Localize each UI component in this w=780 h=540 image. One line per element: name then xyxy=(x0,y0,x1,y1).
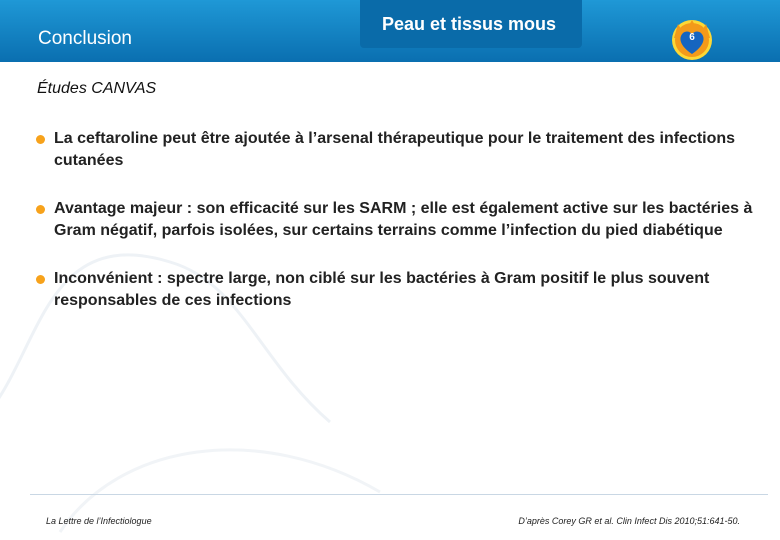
bullet-dot-icon xyxy=(36,135,45,144)
page-number: 6 xyxy=(689,32,695,43)
header-bar xyxy=(0,0,780,62)
bullet-text: Avantage majeur : son efficacité sur les SARM ; elle est également active sur les bactéries à Gram négatif, parfois isolées, sur certains terrains comme l’infection du pied diabétique xyxy=(54,200,753,239)
section-label: Conclusion xyxy=(38,28,132,49)
tab-title: Peau et tissus mous xyxy=(382,14,557,34)
bullet-list xyxy=(36,128,756,338)
section-title: Études CANVAS xyxy=(37,80,157,97)
bullet-dot-icon xyxy=(36,275,45,284)
footer-reference: D’après Corey GR et al. Clin Infect Dis 2010;51:641-50. xyxy=(518,516,740,526)
bullet-item xyxy=(36,128,756,172)
footer-journal: La Lettre de l’Infectiologue xyxy=(46,516,152,526)
bullet-dot-icon xyxy=(36,205,45,214)
bullet-text: Inconvénient : spectre large, non ciblé sur les bactéries à Gram positif le plus souvent responsables de ces infections xyxy=(54,270,710,309)
header-tab xyxy=(360,0,582,48)
bullet-item xyxy=(36,268,756,312)
heart-logo-icon xyxy=(666,16,718,60)
bullet-item xyxy=(36,198,756,242)
bullet-text: La ceftaroline peut être ajoutée à l’arsenal thérapeutique pour le traitement des infections cutanées xyxy=(54,130,736,169)
footer-divider xyxy=(30,494,768,495)
